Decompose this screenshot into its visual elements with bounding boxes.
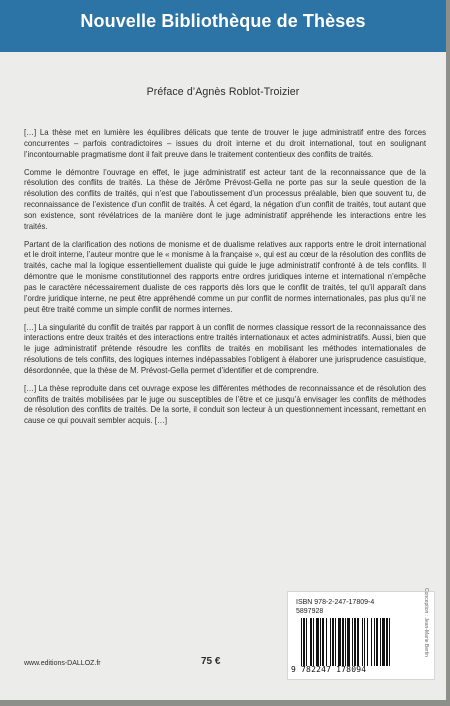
paragraph: […] La thèse reproduite dans cet ouvrage expose les différentes méthodes de reconnaissance et de résolution des conflits de traités mobilisées par le juge ou susceptibles de l’être et ce jusqu’à envisager les conflits de méthodes de résolution des conflits de traités. De la sorte, il conduit son lecteur à un questionnement incessant, remettant en cause ce qui pouvait sembler acquis. […] [24, 383, 426, 426]
paragraph: […] La thèse met en lumière les équilibres délicats que tente de trouver le juge administratif entre des forces concurrentes – parfois contradictoires – issues du droit interne et du droit international, tout en soulignant l’incontournable pragmatisme dont il fait preuve dans le traitement contentieux des conflits de traités. [24, 128, 426, 159]
paragraph: […] La singularité du conflit de traités par rapport à un conflit de normes classique ressort de la reconnaissance des interactions entre deux traités et des interactions entre traités internationaux et actes administratifs. Aussi, bien que le juge administratif prétende résoudre les conflits de traités en mobilisant les méthodes internationales de résolutions de tels conflits, des logiques internes indépassables l’obligent à élaborer une jurisprudence casuistique, désordonnée, que la thèse de M. Prévost-Gella permet d’identifier et de comprendre. [24, 322, 426, 375]
back-cover-text [24, 128, 426, 434]
paragraph: Comme le démontre l’ouvrage en effet, le juge administratif est acteur tant de la reconnaissance que de la résolution des conflits de traités. La thèse de Jérôme Prévost-Gella ne porte pas sur la seule question de la résolution des conflits de traités, qui n’est que l’aboutissement d’un processus préalable, bien que souvent tu, de reconnaissance de l’existence d’un conflit de traités. À cet égard, la négation d’un conflit de traités, tout autant que son existence, sont révélatrices de la manière dont le juge administratif appréhende les interactions entre les traités. [24, 167, 426, 231]
series-band [0, 0, 446, 52]
series-title: Nouvelle Bibliothèque de Thèses [80, 11, 366, 31]
barcode-digits: 9 782247 178094 [291, 665, 367, 674]
preface-title: Préface d’Agnès Roblot-Troizier [146, 86, 300, 98]
price: 75 € [201, 656, 221, 667]
paragraph: Partant de la clarification des notions de monisme et de dualisme relatives aux rapports entre le droit international et le droit interne, l’auteur montre que le « monisme à la française », qui est au cœur de la résolution des conflits de traités, cache mal la logique essentiellement dualiste qui guide le juge administratif confronté à de tels conflits. Il démontre que le monisme constitutionnel des rapports entre ordres juridiques interne et international n’empêche pas le caractère nécessairement dualiste de ces rapports dès lors que le conflit de traités, tel qu’il apparaît dans l’ordre juridique interne, ne peut être appréhendé comme un pur conflit de normes internationales, pas plus qu’il ne peut être traité comme un simple conflit de normes internes. [24, 239, 426, 314]
design-credit: Conception : Jean-Marie Bertin [423, 588, 429, 657]
barcode-icon [301, 618, 427, 666]
publisher-url: www.editions-DALLOZ.fr [24, 660, 101, 667]
barcode-panel [287, 591, 435, 680]
ean-reference: 5897928 [296, 608, 324, 615]
isbn-label: ISBN 978-2-247-17809-4 [296, 599, 375, 606]
